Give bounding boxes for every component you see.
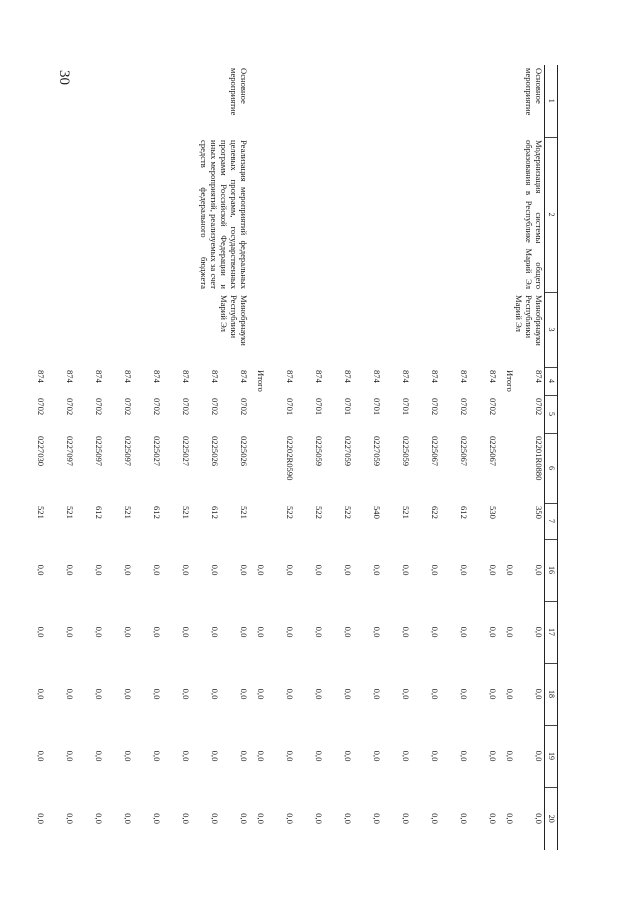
total-label: Итого — [256, 370, 266, 392]
section-code: 0701 — [285, 398, 295, 416]
column-header: 5 — [545, 395, 558, 433]
amount-value: 0,0 — [488, 688, 498, 700]
expense-type-code: 612 — [94, 506, 104, 519]
target-article-code: 0225059 — [314, 436, 324, 467]
target-article-code: 0227097 — [65, 436, 75, 467]
section-code: 0702 — [94, 398, 104, 416]
amount-value: 0,0 — [488, 626, 498, 638]
amount-value: 0,0 — [401, 564, 411, 576]
amount-value: 0,0 — [488, 813, 498, 824]
amount-value: 0,0 — [430, 688, 440, 700]
amount-value: 0,0 — [256, 688, 266, 700]
amount-value: 0,0 — [459, 564, 469, 576]
amount-value: 0,0 — [372, 688, 382, 700]
amount-value: 0,0 — [534, 750, 544, 762]
amount-value: 0,0 — [430, 813, 440, 824]
target-article-code: 0225027 — [181, 436, 191, 467]
amount-value: 0,0 — [505, 813, 515, 824]
grbs-code: 874 — [181, 370, 191, 383]
event-name-cell: Модернизация системы общего образования в Республике Марий Эл — [524, 140, 544, 289]
amount-value: 0,0 — [314, 626, 324, 638]
event-type-cell: Основное мероприятие — [524, 68, 544, 116]
column-header: 4 — [545, 367, 558, 395]
amount-value: 0,0 — [534, 626, 544, 638]
column-header: 3 — [545, 292, 558, 367]
grbs-code: 874 — [285, 370, 295, 383]
grbs-code: 874 — [239, 370, 249, 383]
amount-value: 0,0 — [65, 813, 75, 824]
column-header: 17 — [545, 601, 558, 663]
amount-value: 0,0 — [256, 813, 266, 824]
total-label: Итого — [505, 370, 515, 392]
amount-value: 0,0 — [239, 626, 249, 638]
target-article-code: 02202R0590 — [285, 436, 295, 481]
amount-value: 0,0 — [343, 688, 353, 700]
section-code: 0701 — [314, 398, 324, 416]
grbs-code: 874 — [94, 370, 104, 383]
amount-value: 0,0 — [94, 813, 104, 824]
section-code: 0701 — [343, 398, 353, 416]
amount-value: 0,0 — [459, 750, 469, 762]
budget-table — [36, 65, 558, 850]
amount-value: 0,0 — [430, 626, 440, 638]
column-header: 19 — [545, 725, 558, 787]
event-name-cell: Реализация мероприятий федеральных целевых программ, государственных программ Российской Федерации и иных мероприятий, реализуемых за счет средств федерального бюджета — [199, 140, 249, 289]
section-code: 0702 — [534, 398, 544, 416]
amount-value: 0,0 — [181, 750, 191, 762]
column-header: 2 — [545, 137, 558, 292]
target-article-code: 0225059 — [401, 436, 411, 467]
amount-value: 0,0 — [285, 813, 295, 824]
amount-value: 0,0 — [123, 564, 133, 576]
section-code: 0701 — [372, 398, 382, 416]
expense-type-code: 612 — [459, 506, 469, 519]
target-article-code: 0227059 — [372, 436, 382, 467]
grbs-code: 874 — [36, 370, 46, 383]
amount-value: 0,0 — [152, 564, 162, 576]
section-code: 0702 — [123, 398, 133, 416]
target-article-code: 0225067 — [459, 436, 469, 467]
section-code: 0702 — [430, 398, 440, 416]
amount-value: 0,0 — [505, 564, 515, 576]
event-type-cell: Основное мероприятие — [229, 68, 249, 116]
amount-value: 0,0 — [488, 564, 498, 576]
grbs-code: 874 — [401, 370, 411, 383]
amount-value: 0,0 — [36, 564, 46, 576]
amount-value: 0,0 — [534, 813, 544, 824]
amount-value: 0,0 — [94, 564, 104, 576]
amount-value: 0,0 — [123, 626, 133, 638]
grbs-code: 874 — [210, 370, 220, 383]
amount-value: 0,0 — [314, 688, 324, 700]
budget-table-grid — [17, 65, 558, 850]
grbs-code: 874 — [430, 370, 440, 383]
amount-value: 0,0 — [36, 626, 46, 638]
grbs-code: 874 — [65, 370, 75, 383]
expense-type-code: 540 — [372, 506, 382, 519]
section-code: 0702 — [36, 398, 46, 416]
amount-value: 0,0 — [401, 688, 411, 700]
expense-type-code: 350 — [534, 506, 544, 519]
page-number: 30 — [56, 70, 72, 85]
amount-value: 0,0 — [210, 626, 220, 638]
column-header: 7 — [545, 503, 558, 539]
amount-value: 0,0 — [94, 626, 104, 638]
table-row — [515, 65, 545, 850]
amount-value: 0,0 — [343, 564, 353, 576]
amount-value: 0,0 — [256, 564, 266, 576]
grbs-code: 874 — [152, 370, 162, 383]
amount-value: 0,0 — [372, 750, 382, 762]
expense-type-code: 522 — [343, 506, 353, 519]
grbs-code: 874 — [123, 370, 133, 383]
amount-value: 0,0 — [256, 626, 266, 638]
amount-value: 0,0 — [314, 564, 324, 576]
expense-type-code: 530 — [488, 506, 498, 519]
grbs-code: 874 — [459, 370, 469, 383]
amount-value: 0,0 — [65, 688, 75, 700]
grbs-code: 874 — [343, 370, 353, 383]
amount-value: 0,0 — [285, 564, 295, 576]
amount-value: 0,0 — [372, 626, 382, 638]
amount-value: 0,0 — [152, 813, 162, 824]
section-code: 0702 — [65, 398, 75, 416]
target-article-code: 0227059 — [343, 436, 353, 467]
amount-value: 0,0 — [36, 688, 46, 700]
amount-value: 0,0 — [459, 688, 469, 700]
column-header: 1 — [545, 65, 558, 137]
amount-value: 0,0 — [459, 626, 469, 638]
column-header: 18 — [545, 663, 558, 725]
amount-value: 0,0 — [65, 626, 75, 638]
amount-value: 0,0 — [239, 564, 249, 576]
amount-value: 0,0 — [210, 564, 220, 576]
expense-type-code: 622 — [430, 506, 440, 519]
amount-value: 0,0 — [36, 750, 46, 762]
section-code: 0702 — [210, 398, 220, 416]
amount-value: 0,0 — [505, 626, 515, 638]
grbs-code: 874 — [314, 370, 324, 383]
amount-value: 0,0 — [285, 750, 295, 762]
amount-value: 0,0 — [459, 813, 469, 824]
amount-value: 0,0 — [65, 564, 75, 576]
amount-value: 0,0 — [65, 750, 75, 762]
section-code: 0702 — [181, 398, 191, 416]
amount-value: 0,0 — [94, 750, 104, 762]
grbs-code: 874 — [488, 370, 498, 383]
expense-type-code: 612 — [152, 506, 162, 519]
expense-type-code: 612 — [210, 506, 220, 519]
section-code: 0702 — [488, 398, 498, 416]
expense-type-code: 521 — [123, 506, 133, 519]
amount-value: 0,0 — [314, 750, 324, 762]
amount-value: 0,0 — [239, 813, 249, 824]
amount-value: 0,0 — [152, 626, 162, 638]
grbs-code: 874 — [372, 370, 382, 383]
amount-value: 0,0 — [372, 564, 382, 576]
amount-value: 0,0 — [285, 688, 295, 700]
amount-value: 0,0 — [123, 688, 133, 700]
amount-value: 0,0 — [401, 813, 411, 824]
amount-value: 0,0 — [210, 750, 220, 762]
target-article-code: 0225097 — [123, 436, 133, 467]
amount-value: 0,0 — [181, 626, 191, 638]
amount-value: 0,0 — [123, 750, 133, 762]
amount-value: 0,0 — [401, 626, 411, 638]
target-article-code: 0225026 — [239, 436, 249, 467]
target-article-code: 0225026 — [210, 436, 220, 467]
amount-value: 0,0 — [239, 688, 249, 700]
expense-type-code: 521 — [65, 506, 75, 519]
section-code: 0702 — [459, 398, 469, 416]
expense-type-code: 521 — [181, 506, 191, 519]
amount-value: 0,0 — [505, 750, 515, 762]
column-number-header-row — [545, 65, 558, 850]
target-article-code: 02201R0880 — [534, 436, 544, 481]
amount-value: 0,0 — [36, 813, 46, 824]
amount-value: 0,0 — [534, 564, 544, 576]
expense-type-code: 522 — [285, 506, 295, 519]
target-article-code: 0225067 — [488, 436, 498, 467]
amount-value: 0,0 — [181, 688, 191, 700]
amount-value: 0,0 — [343, 626, 353, 638]
executor-cell: Минобрнауки Республики Марий Эл — [219, 295, 249, 346]
column-header: 20 — [545, 787, 558, 850]
amount-value: 0,0 — [314, 813, 324, 824]
amount-value: 0,0 — [256, 750, 266, 762]
expense-type-code: 521 — [401, 506, 411, 519]
section-code: 0702 — [239, 398, 249, 416]
table-body — [17, 65, 558, 850]
target-article-code: 0225097 — [94, 436, 104, 467]
amount-value: 0,0 — [285, 626, 295, 638]
expense-type-code: 521 — [36, 506, 46, 519]
amount-value: 0,0 — [430, 750, 440, 762]
amount-value: 0,0 — [343, 813, 353, 824]
amount-value: 0,0 — [123, 813, 133, 824]
target-article-code: 0225027 — [152, 436, 162, 467]
amount-value: 0,0 — [401, 750, 411, 762]
column-header: 16 — [545, 539, 558, 601]
amount-value: 0,0 — [343, 750, 353, 762]
amount-value: 0,0 — [430, 564, 440, 576]
amount-value: 0,0 — [505, 688, 515, 700]
expense-type-code: 522 — [314, 506, 324, 519]
section-code: 0702 — [152, 398, 162, 416]
section-code: 0701 — [401, 398, 411, 416]
grbs-code: 874 — [534, 370, 544, 383]
amount-value: 0,0 — [181, 564, 191, 576]
amount-value: 0,0 — [488, 750, 498, 762]
target-article-code: 0225067 — [430, 436, 440, 467]
amount-value: 0,0 — [94, 688, 104, 700]
amount-value: 0,0 — [152, 688, 162, 700]
table-row — [220, 65, 249, 850]
target-article-code: 0227030 — [36, 436, 46, 467]
executor-cell: Минобрнауки Республики Марий Эл — [514, 295, 544, 346]
amount-value: 0,0 — [534, 688, 544, 700]
expense-type-code: 521 — [239, 506, 249, 519]
amount-value: 0,0 — [372, 813, 382, 824]
amount-value: 0,0 — [210, 688, 220, 700]
amount-value: 0,0 — [152, 750, 162, 762]
amount-value: 0,0 — [210, 813, 220, 824]
amount-value: 0,0 — [181, 813, 191, 824]
column-header: 6 — [545, 433, 558, 503]
amount-value: 0,0 — [239, 750, 249, 762]
